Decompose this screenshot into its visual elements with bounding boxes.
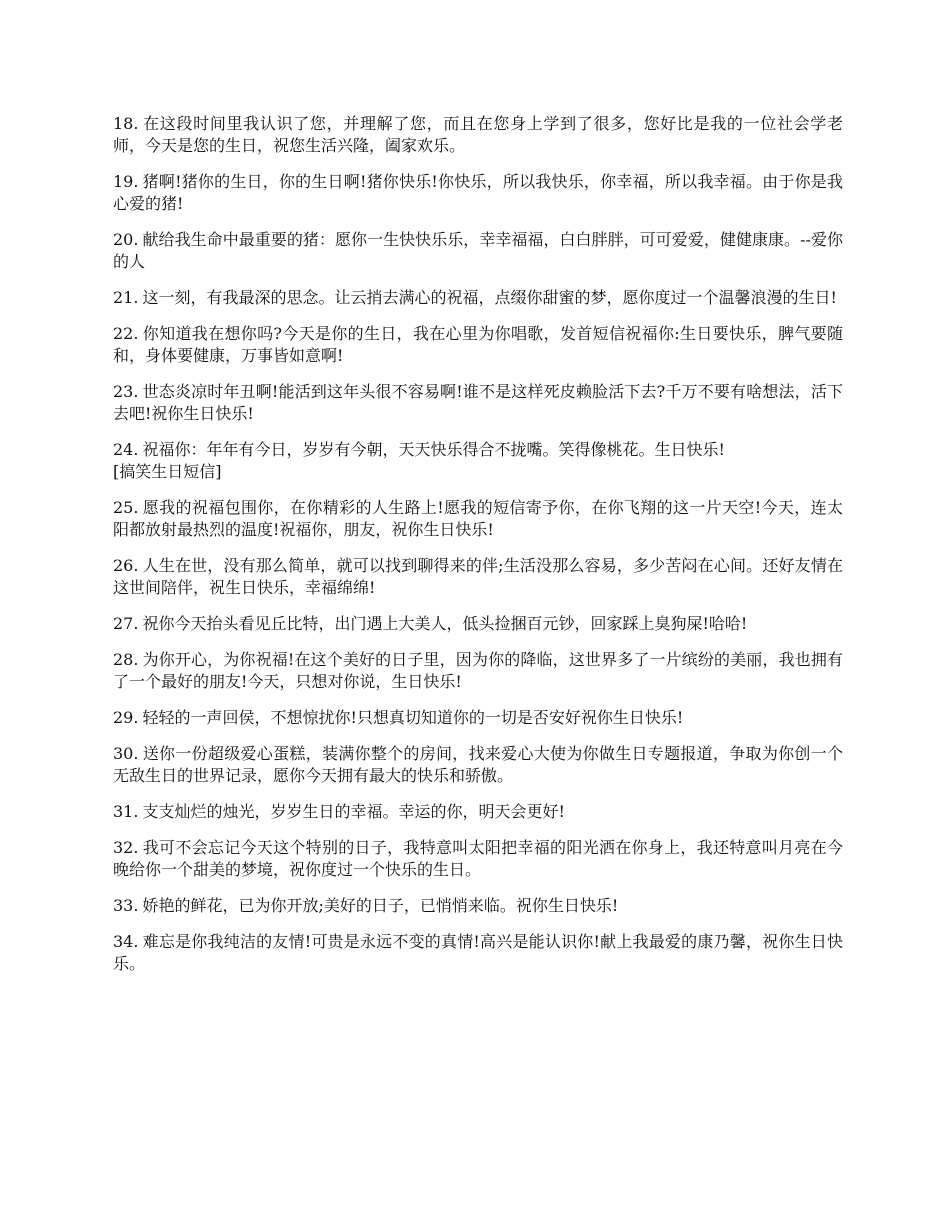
item-text: 为你开心，为你祝福!在这个美好的日子里，因为你的降临，这世界多了一片缤纷的美丽，我也拥有了一个最好的朋友!今天，只想对你说，生日快乐! [113, 650, 843, 691]
list-item [113, 895, 843, 917]
item-number: 23. [113, 382, 139, 401]
item-text: 支支灿烂的烛光，岁岁生日的幸福。幸运的你，明天会更好! [142, 802, 565, 821]
list-item [113, 743, 843, 787]
item-text: 人生在世，没有那么简单，就可以找到聊得来的伴;生活没那么容易，多少苦闷在心间。还好友情在这世间陪伴，祝生日快乐，幸福绵绵! [113, 556, 843, 597]
list-item [113, 381, 843, 425]
item-number: 31. [113, 802, 139, 821]
item-number: 21. [113, 288, 139, 307]
list-item [113, 439, 843, 483]
item-number: 24. [113, 440, 139, 459]
item-number: 22. [113, 324, 139, 343]
list-item [113, 497, 843, 541]
item-number: 28. [113, 650, 139, 669]
list-item [113, 229, 843, 273]
item-text: 我可不会忘记今天这个特别的日子，我特意叫太阳把幸福的阳光洒在你身上，我还特意叫月亮在今晚给你一个甜美的梦境，祝你度过一个快乐的生日。 [113, 838, 843, 879]
list-item [113, 323, 843, 367]
item-text: 难忘是你我纯洁的友情!可贵是永远不变的真情!高兴是能认识你!献上我最爱的康乃馨，祝你生日快乐。 [113, 932, 843, 973]
list-item [113, 649, 843, 693]
item-number: 19. [113, 172, 139, 191]
list-item [113, 707, 843, 729]
list-item [113, 931, 843, 975]
item-text: 娇艳的鲜花，已为你开放;美好的日子，已悄悄来临。祝你生日快乐! [142, 896, 619, 915]
item-number: 30. [113, 744, 139, 763]
list-item [113, 801, 843, 823]
list-item [113, 555, 843, 599]
document-page [113, 113, 843, 989]
list-item [113, 113, 843, 157]
item-number: 18. [113, 114, 139, 133]
item-number: 20. [113, 230, 139, 249]
item-text: 献给我生命中最重要的猪：愿你一生快快乐乐，幸幸福福，白白胖胖，可可爱爱，健健康康。--爱你的人 [113, 230, 843, 271]
item-text: 在这段时间里我认识了您，并理解了您，而且在您身上学到了很多，您好比是我的一位社会学老师，今天是您的生日，祝您生活兴隆，阖家欢乐。 [113, 114, 843, 155]
item-text: 猪啊!猪你的生日，你的生日啊!猪你快乐!你快乐，所以我快乐，你幸福，所以我幸福。由于你是我心爱的猪! [113, 172, 843, 213]
item-category-tag: [搞笑生日短信] [113, 462, 222, 481]
item-text: 轻轻的一声回侯，不想惊扰你!只想真切知道你的一切是否安好祝你生日快乐! [142, 708, 684, 727]
item-text: 祝福你：年年有今日，岁岁有今朝，天天快乐得合不拢嘴。笑得像桃花。生日快乐! [142, 440, 725, 459]
item-number: 29. [113, 708, 139, 727]
item-number: 33. [113, 896, 139, 915]
item-text: 这一刻，有我最深的思念。让云捎去满心的祝福，点缀你甜蜜的梦，愿你度过一个温馨浪漫的生日! [142, 288, 837, 307]
item-text: 世态炎凉时年丑啊!能活到这年头很不容易啊!谁不是这样死皮赖脸活下去?千万不要有啥想法，活下去吧!祝你生日快乐! [113, 382, 843, 423]
list-item [113, 837, 843, 881]
list-item [113, 171, 843, 215]
item-text: 祝你今天抬头看见丘比特，出门遇上大美人，低头捡捆百元钞，回家踩上臭狗屎!哈哈! [142, 614, 748, 633]
item-number: 34. [113, 932, 139, 951]
item-number: 26. [113, 556, 139, 575]
item-number: 32. [113, 838, 139, 857]
item-text: 愿我的祝福包围你，在你精彩的人生路上!愿我的短信寄予你，在你飞翔的这一片天空!今天，连太阳都放射最热烈的温度!祝福你，朋友，祝你生日快乐! [113, 498, 843, 539]
item-number: 27. [113, 614, 139, 633]
item-text: 你知道我在想你吗?今天是你的生日，我在心里为你唱歌，发首短信祝福你:生日要快乐，脾气要随和，身体要健康，万事皆如意啊! [113, 324, 843, 365]
list-item [113, 287, 843, 309]
item-number: 25. [113, 498, 139, 517]
item-text: 送你一份超级爱心蛋糕，装满你整个的房间，找来爱心大使为你做生日专题报道，争取为你创一个无敌生日的世界记录，愿你今天拥有最大的快乐和骄傲。 [113, 744, 843, 785]
list-item [113, 613, 843, 635]
